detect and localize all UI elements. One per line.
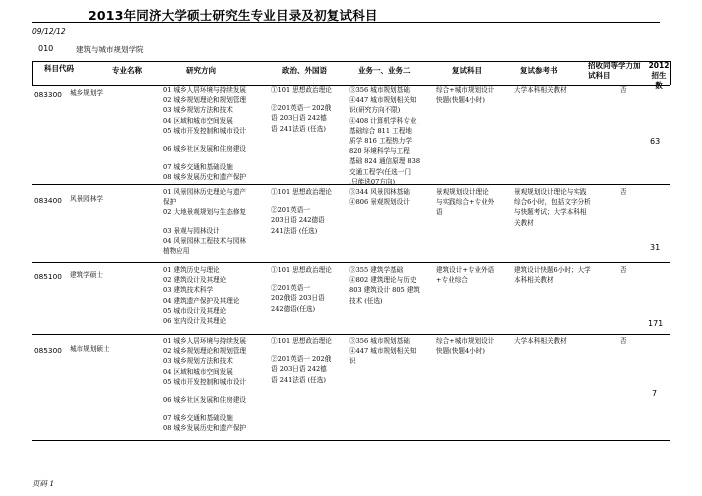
row-equal: 否 — [620, 337, 627, 345]
politics-line: ②201英语一 202俄 — [271, 104, 332, 113]
row-major — [70, 88, 103, 98]
row-reference — [514, 85, 614, 95]
header-left-border — [32, 61, 33, 85]
row-politics — [271, 187, 349, 236]
major-name: 城市规划硕士 — [70, 345, 110, 353]
business-line: 803 建筑设计 805 建筑 — [349, 286, 421, 295]
line-gap — [271, 197, 349, 205]
row-retest — [436, 187, 514, 218]
directions-line: 06 城乡社区发展和住房建设 — [163, 145, 247, 154]
header-major: 专业名称 — [112, 66, 142, 75]
row-major — [70, 344, 110, 354]
politics-line: ①101 思想政治理论 — [271, 337, 332, 345]
business-line: 基础 824 通信原理 838 — [349, 157, 421, 166]
reference-line: 本科相关教材 — [514, 276, 554, 285]
reference-line: 大学本科相关教材 — [514, 86, 567, 94]
reference-line: 景观规划设计理论与实践 — [514, 188, 587, 196]
header-retest: 复试科目 — [452, 66, 482, 75]
directions-line: 05 城市开发控制和城市设计 — [163, 377, 247, 386]
line-gap — [163, 154, 271, 162]
business-line: 识 — [349, 357, 356, 366]
row-politics — [271, 265, 349, 314]
directions-line: 03 景观与园林设计 — [163, 226, 220, 235]
row-business — [349, 85, 435, 187]
directions-line: 01 城乡人居环境与持续发展 — [163, 86, 247, 94]
reference-line: 关教材 — [514, 218, 534, 227]
directions-line: 植物应用 — [163, 247, 190, 256]
directions-line: 05 城市开发控制和城市设计 — [163, 126, 247, 135]
row-retest — [436, 336, 514, 356]
politics-line: ②201英语一 — [271, 206, 310, 215]
header-right-border — [670, 61, 671, 85]
row-reference — [514, 187, 618, 228]
retest-line: 综合+城市规划设计 — [436, 337, 495, 345]
politics-line: 202俄语 203日语 — [271, 294, 325, 303]
row-business — [349, 265, 435, 306]
directions-line: 03 城乡规划方法和技术 — [163, 106, 233, 115]
row-divider-2 — [32, 262, 670, 263]
retest-line: 与实践综合+专业外 — [436, 198, 495, 207]
row-code: 085300 — [34, 346, 62, 355]
row-plan: 171 — [648, 319, 664, 328]
row-politics — [271, 85, 349, 134]
business-line: ④447 城市规划相关知 — [349, 96, 417, 105]
politics-line: 203日语 242德语 — [271, 216, 325, 225]
row-code: 083300 — [34, 90, 62, 99]
business-line: 基础综合 811 工程地 — [349, 126, 412, 135]
row-retest — [436, 85, 514, 105]
row-divider-4 — [32, 440, 670, 441]
row-major — [70, 270, 103, 280]
header-plan: 2012 招生数 — [648, 61, 670, 90]
reference-line: 建筑设计快题6小时；大学 — [514, 266, 591, 274]
retest-line: +专业综合 — [436, 276, 468, 285]
row-plan: 7 — [652, 389, 658, 398]
directions-line: 03 城乡规划方法和技术 — [163, 357, 233, 366]
directions-line: 03 建筑技术科学 — [163, 286, 214, 295]
row-business — [349, 187, 435, 207]
major-name: 风景园林学 — [70, 195, 103, 203]
line-gap — [163, 136, 271, 144]
business-line: 技术 (任选) — [349, 296, 383, 305]
row-equal: 否 — [620, 266, 627, 274]
business-line: ③356 城市规划基础 — [349, 337, 410, 345]
department-code: 010 — [38, 44, 54, 53]
header-business: 业务一、业务二 — [358, 66, 411, 75]
business-line: ③355 建筑学基础 — [349, 266, 404, 274]
business-line: 识(研究方向不限) — [349, 106, 401, 115]
row-directions — [163, 265, 271, 326]
line-gap — [271, 275, 349, 283]
print-date: 09/12/12 — [32, 27, 66, 36]
business-line: 820 环境科学与工程 — [349, 147, 410, 156]
directions-line: 02 城乡规划理论和规划管理 — [163, 347, 247, 356]
business-line: ④447 城市规划相关知 — [349, 347, 417, 356]
retest-line: 综合+城市规划设计 — [436, 86, 495, 94]
row-divider-3 — [32, 334, 670, 335]
politics-line: ②201英语一 — [271, 284, 310, 293]
row-business — [349, 336, 435, 367]
row-politics — [271, 336, 349, 385]
reference-line: 与快题考试；大学本科相 — [514, 208, 587, 217]
row-directions — [163, 187, 271, 256]
header-direction: 研究方向 — [186, 66, 216, 75]
row-directions — [163, 336, 271, 434]
directions-line: 04 区域和城市空间发展 — [163, 367, 233, 376]
line-gap — [163, 387, 271, 395]
directions-line: 05 城市设计及其理论 — [163, 306, 227, 315]
directions-line: 04 建筑遗产保护及其理论 — [163, 296, 240, 305]
header-code: 科目代码 — [44, 64, 74, 73]
row-plan: 31 — [650, 243, 661, 252]
header-reference: 复试参考书 — [520, 66, 558, 75]
directions-line: 04 风景园林工程技术与园林 — [163, 236, 247, 245]
row-major — [70, 194, 103, 204]
directions-line: 08 城乡发展历史和遗产保护 — [163, 173, 247, 182]
row-equal: 否 — [620, 86, 627, 94]
directions-line: 02 大地景观规划与生态修复 — [163, 208, 247, 217]
line-gap — [163, 405, 271, 413]
retest-line: 景观规划设计理论 — [436, 188, 489, 196]
politics-line: ②201英语一 202俄 — [271, 355, 332, 364]
reference-line: 大学本科相关教材 — [514, 337, 567, 345]
business-line: ,只能选07方向) — [349, 177, 396, 186]
title-divider — [32, 22, 660, 23]
politics-line: 语 241法语 (任选) — [271, 375, 326, 384]
row-code: 085100 — [34, 272, 62, 281]
directions-line: 08 城乡发展历史和遗产保护 — [163, 424, 247, 433]
business-line: 质学 816 工程热力学 — [349, 137, 412, 146]
business-line: ③344 风景园林基础 — [349, 188, 410, 196]
retest-line: 建筑设计+专业外语 — [436, 266, 495, 274]
row-code: 083400 — [34, 196, 62, 205]
header-politics: 政治、外国语 — [282, 66, 327, 75]
row-plan: 63 — [650, 137, 661, 146]
line-gap — [271, 346, 349, 354]
politics-line: ①101 思想政治理论 — [271, 266, 332, 274]
directions-line: 01 建筑历史与理论 — [163, 266, 220, 274]
row-retest — [436, 265, 514, 285]
header-equal-qualification: 招收同等学力加试科目 — [588, 61, 641, 80]
row-equal: 否 — [620, 188, 627, 196]
page-footer: 页码 1 — [32, 479, 55, 488]
business-line: ④408 计算机学科专业 — [349, 116, 417, 125]
major-name: 建筑学硕士 — [70, 271, 103, 279]
politics-line: 语 203日语 242德 — [271, 114, 327, 123]
directions-line: 保护 — [163, 198, 177, 207]
directions-line: 06 城乡社区发展和住房建设 — [163, 396, 247, 405]
department-name: 建筑与城市规划学院 — [76, 45, 144, 54]
page-title: 2013年同济大学硕士研究生专业目录及初复试科目 — [88, 8, 378, 23]
directions-line: 06 室内设计及其理论 — [163, 317, 227, 326]
business-line: 交通工程学(任选一门 — [349, 167, 411, 176]
retest-line: 快题(快题4小时) — [436, 347, 485, 356]
politics-line: 241法语 (任选) — [271, 226, 318, 235]
business-line: ④806 景观规划设计 — [349, 198, 410, 207]
line-gap — [271, 95, 349, 103]
line-gap — [163, 218, 271, 226]
row-directions — [163, 85, 271, 183]
row-reference — [514, 336, 614, 346]
retest-line: 快题(快题4小时) — [436, 96, 485, 105]
directions-line: 01 城乡人居环境与持续发展 — [163, 337, 247, 345]
directions-line: 07 城乡交通和基础设施 — [163, 163, 233, 172]
reference-line: 综合6小时，包括文字分析 — [514, 198, 591, 207]
directions-line: 01 风景园林历史理论与遗产 — [163, 188, 247, 196]
politics-line: ①101 思想政治理论 — [271, 86, 332, 94]
retest-line: 语 — [436, 208, 443, 217]
header-top-rule — [32, 61, 670, 62]
business-line: ③356 城市规划基础 — [349, 86, 410, 94]
politics-line: 语 203日语 242德 — [271, 365, 327, 374]
directions-line: 02 城乡规划理论和规划管理 — [163, 96, 247, 105]
politics-line: ①101 思想政治理论 — [271, 188, 332, 196]
directions-line: 02 建筑设计及其理论 — [163, 276, 227, 285]
business-line: ④802 建筑理论与历史 — [349, 276, 417, 285]
politics-line: 语 241法语 (任选) — [271, 124, 326, 133]
directions-line: 07 城乡交通和基础设施 — [163, 414, 233, 423]
major-name: 城乡规划学 — [70, 89, 103, 97]
row-reference — [514, 265, 618, 285]
directions-line: 04 区域和城市空间发展 — [163, 116, 233, 125]
politics-line: 242德语(任选) — [271, 304, 316, 313]
